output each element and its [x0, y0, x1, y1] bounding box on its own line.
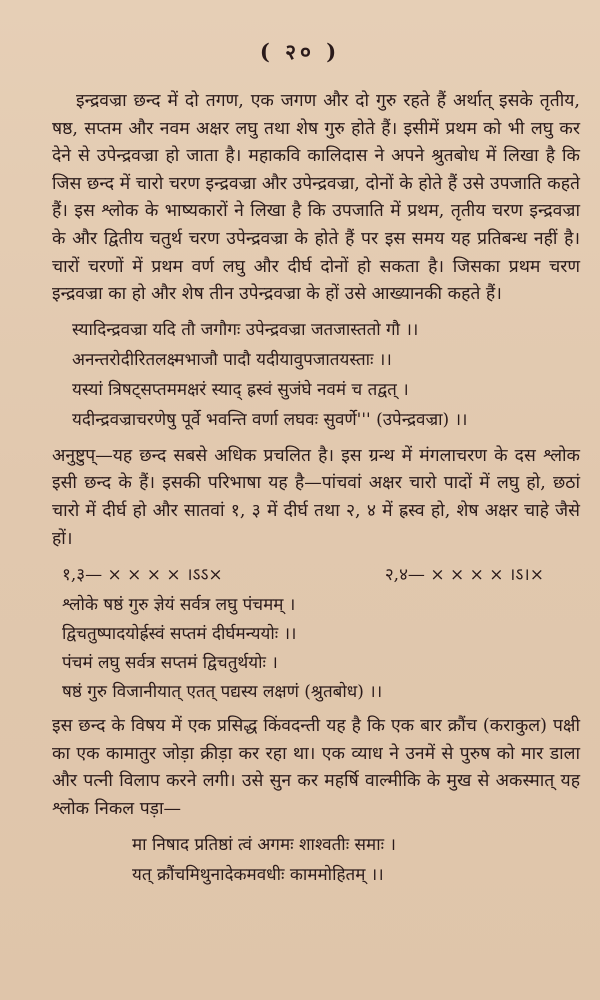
verse-indravajra [72, 315, 580, 435]
verse-line: द्विचतुष्पादयोर्ह्रस्वं सप्तमं दीर्घमन्ययोः ।। [62, 624, 297, 645]
verse-valmiki [132, 830, 580, 890]
paragraph-anushtup [52, 443, 580, 553]
verse-line: स्यादिन्द्रवज्रा यदि तौ जगौगः उपेन्द्रवज्रा जतजास्ततो गौ ।। [72, 319, 419, 340]
paragraph-legend-text: इस छन्द के विषय में एक प्रसिद्ध किंवदन्ती यह है कि एक बार क्रौंच (कराकुल) पक्षी का एक कामातुर जोड़ा क्रीड़ा कर रहा था। एक व्याध ने उनमें से पुरुष को मार डाला और पत्नी विलाप करने लगी। उसे सुन कर महर्षि वाल्मीकि के मुख से अकस्मात् यह श्लोक निकल पड़ा— [52, 716, 580, 819]
verse-line: श्लोके षष्ठं गुरु ज्ञेयं सर्वत्र लघु पंचमम् । [62, 595, 296, 616]
verse-line: यस्यां त्रिषट्सप्तममक्षरं स्याद् ह्रस्वं सुजंघे नवमं च तद्वत् । [72, 379, 409, 400]
verse-line: यत् क्रौंचमिथुनादेकमवधीः काममोहितम् ।। [132, 864, 384, 885]
verse-line: यदीन्द्रवज्राचरणेषु पूर्वे भवन्ति वर्णा लघवः सुवर्णे''' (उपेन्द्रवज्रा) ।। [72, 409, 468, 430]
meter-pattern-even: २,४— × × × × ।ऽ।× [384, 565, 544, 586]
page-body [52, 88, 580, 890]
meter-pattern-odd: १,३— × × × × ।ऽऽ× [62, 565, 223, 586]
verse-line: मा निषाद प्रतिष्ठां त्वं अगमः शाश्वतीः समाः । [132, 834, 396, 855]
page-number: ( २० ) [259, 39, 341, 64]
paragraph-indravajra-text: इन्द्रवज्रा छन्द में दो तगण, एक जगण और दो गुरु रहते हैं अर्थात् इसके तृतीय, षष्ठ, सप्तम और नवम अक्षर लघु तथा शेष गुरु होते हैं। इसीमें प्रथम को भी लघु कर देने से उपेन्द्रवज्रा हो जाता है। महाकवि कालिदास ने अपने श्रुतबोध में लिखा है कि जिस छन्द में चारो चरण इन्द्रवज्रा और उपेन्द्रवज्रा, दोनों के होते हैं उसे उपजाति कहते हैं। इस श्लोक के भाष्यकारों ने लिखा है कि उपजाति में प्रथम, तृतीय चरण इन्द्रवज्रा के और द्वितीय चतुर्थ चरण उपेन्द्रवज्रा के होते हैं पर इस समय यह प्रतिबन्ध नहीं है। चारों चरणों में प्रथम वर्ण लघु और दीर्घ दोनों हो सकता है। जिसका प्रथम चरण इन्द्रवज्रा का हो और शेष तीन उपेन्द्रवज्रा के हों उसे आख्यानकी कहते हैं। [52, 91, 580, 305]
paragraph-anushtup-text: अनुष्टुप्—यह छन्द सबसे अधिक प्रचलित है। इस ग्रन्थ में मंगलाचरण के दस श्लोक इसी छन्द के हैं। इसकी परिभाषा यह है—पांचवां अक्षर चारो पादों में लघु हो, छठां चारो में दीर्घ हो और सातवां १, ३ में दीर्घ तथा २, ४ में ह्रस्व हो, शेष अक्षर चाहे जैसे हों। [52, 445, 580, 549]
meter-pattern-row [62, 561, 544, 589]
paragraph-indravajra [52, 88, 580, 309]
verse-line: पंचमं लघु सर्वत्र सप्तमं द्विचतुर्थयोः । [62, 653, 278, 674]
verse-line: षष्ठं गुरु विजानीयात् एतत् पद्यस्य लक्षणं (श्रुतबोध) ।। [62, 682, 383, 703]
verse-shrutabodh [62, 591, 580, 707]
paragraph-legend [52, 713, 580, 823]
verse-line: अनन्तरोदीरितलक्ष्मभाजौ पादौ यदीयावुपजातयस्ताः ।। [72, 349, 392, 370]
